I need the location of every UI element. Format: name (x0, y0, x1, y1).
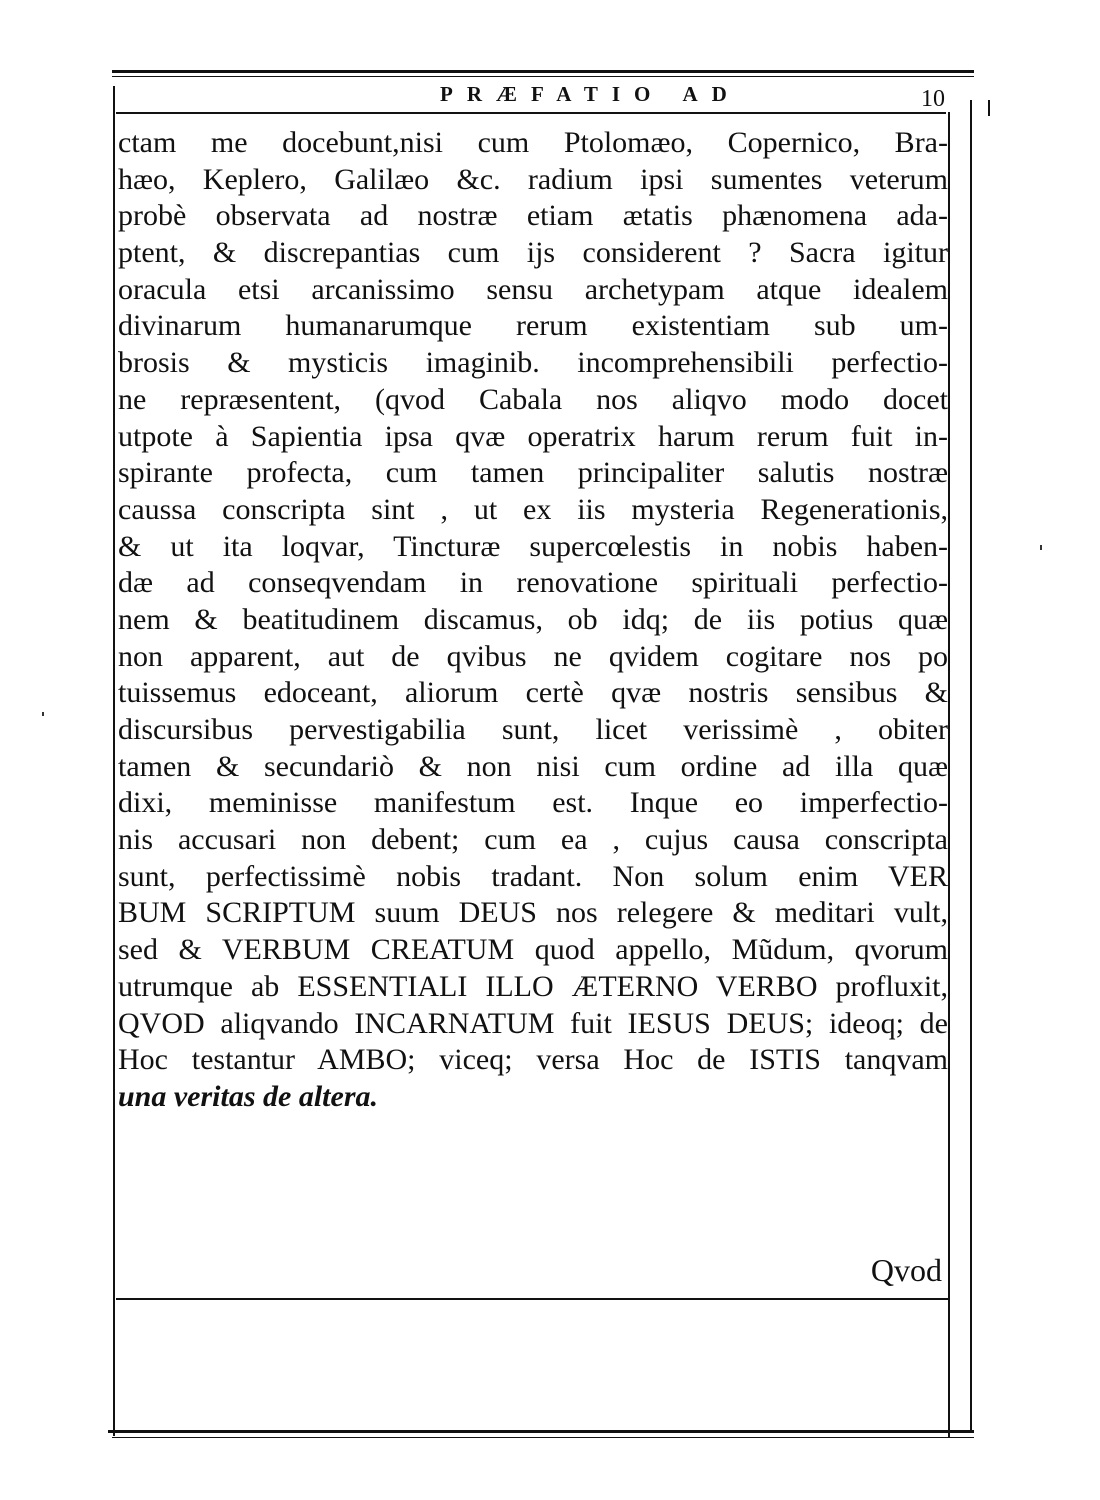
running-head-title: PRÆFATIO AD (440, 82, 741, 106)
text-line: ctam me docebunt,nisi cum Ptolomæo, Copernico, Bra- (118, 126, 948, 159)
text-line: tamen & secundariò & non nisi cum ordine ad illa quæ (118, 749, 948, 783)
text-line: discursibus pervestigabilia sunt, licet verissimè , obiter (118, 713, 948, 746)
text-line: tuissemus edoceant, aliorum certè qvæ nostris sensibus & (118, 676, 948, 710)
text-line: Hoc testantur AMBO; viceq; versa Hoc de ISTIS tanqvam (118, 1043, 948, 1077)
text-line: ptent, & discrepantias cum ijs considerent ? Sacra igitur (118, 236, 948, 270)
text-line: non apparent, aut de qvibus ne qvidem cogitare nos po (118, 639, 948, 673)
text-line: utrumque ab ESSENTIALI ILLO ÆTERNO VERBO profluxit, (118, 969, 948, 1003)
text-line: divinarum humanarumque rerum existentiam sub um- (118, 309, 948, 343)
text-line: ne repræsentent, (qvod Cabala nos aliqvo modo docet (118, 382, 948, 416)
right-border-line-outer (970, 100, 972, 1430)
page-number: 10 (921, 86, 945, 112)
ink-speck (1040, 545, 1042, 550)
text-block (118, 125, 948, 1116)
text-bottom-rule (116, 1298, 948, 1300)
text-line: sed & VERBUM CREATUM quod appello, Mũdum, qvorum (118, 933, 948, 967)
text-line: utpote à Sapientia ipsa qvæ operatrix harum rerum fuit in- (118, 419, 948, 453)
right-margin-tick (988, 100, 990, 116)
text-line: QVOD aliqvando INCARNATUM fuit IESUS DEUS; ideoq; de (118, 1006, 948, 1040)
text-line: sunt, perfectissimè nobis tradant. Non solum enim VER (118, 859, 948, 893)
text-line: probè observata ad nostræ etiam ætatis phænomena ada- (118, 199, 948, 233)
header-top-rule-thin (112, 76, 974, 77)
text-line: spirante profecta, cum tamen principaliter salutis nostræ (118, 456, 948, 490)
text-line: BUM SCRIPTUM suum DEUS nos relegere & meditari vult, (118, 896, 948, 930)
header-bottom-rule (116, 112, 946, 114)
text-line: dæ ad conseqvendam in renovatione spirituali perfectio- (118, 566, 948, 600)
closing-italic-text: una veritas de altera. (118, 1079, 378, 1113)
right-border-line-inner (948, 112, 950, 1437)
header-top-rule (112, 70, 974, 73)
closing-line (118, 1079, 948, 1116)
text-line: dixi, meminisse manifestum est. Inque eo imperfectio- (118, 786, 948, 820)
text-line: oracula etsi arcanissimo sensu archetypam atque idealem (118, 272, 948, 306)
text-line: nem & beatitudinem discamus, ob idq; de iis potius quæ (118, 602, 948, 636)
text-line: brosis & mysticis imaginib. incomprehensibili perfectio- (118, 346, 948, 380)
text-line: nis accusari non debent; cum ea , cujus causa conscripta (118, 823, 948, 857)
text-line: hæo, Keplero, Galilæo &c. radium ipsi sumentes veterum (118, 162, 948, 196)
catchword: Qvod (870, 1252, 942, 1288)
text-line: caussa conscripta sint , ut ex iis mysteria Regenerationis, (118, 492, 948, 526)
text-line: & ut ita loqvar, Tincturæ supercœlestis in nobis haben- (118, 529, 948, 563)
page-bottom-rule-thin (112, 1437, 974, 1438)
ink-speck (42, 712, 44, 716)
left-border-line (113, 86, 115, 1436)
page-bottom-rule (108, 1430, 974, 1433)
